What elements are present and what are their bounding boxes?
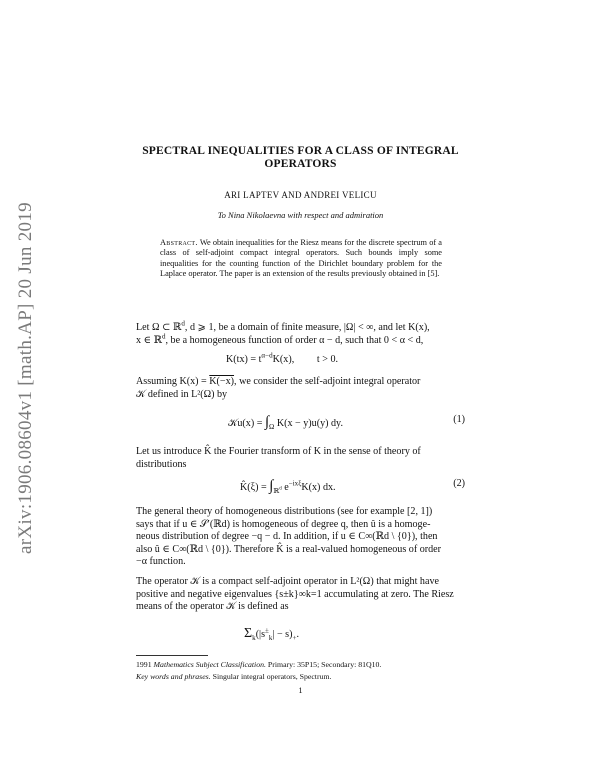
paragraph-2: Assuming K(x) = K(−x), we consider the self-adjoint integral operator 𝒦 defined in L²(Ω) by [136, 376, 421, 400]
equation-1-number: (1) [453, 414, 465, 425]
equation-homogeneity: $K(tx) = t^{\alpha-d}K(x)$, t > 0. [226, 351, 339, 365]
page-number: 1 [298, 685, 303, 695]
abstract-label: Abstract. [160, 238, 198, 247]
paragraph-5: The operator 𝒦 is a compact self-adjoint operator in L²(Ω) that might have positive and negative eigenvalues {s±k}∞k=1 accumulating at zero. The Riesz means of the operator 𝒦 is defined as [136, 576, 454, 613]
abstract [160, 238, 442, 280]
footnote-keywords: Key words and phrases. Singular integral operators, Spectrum. [136, 672, 332, 681]
footnote-rule [136, 655, 208, 656]
paper-title: SPECTRAL INEQUALITIES FOR A CLASS OF INTEGRAL OPERATORS [142, 145, 459, 170]
equation-2: K̂(ξ) = $\int_{ℝ^d}$ $e^{-ix\xi}K(x)$ dx. (2) [240, 478, 465, 496]
arxiv-sidebar [6, 168, 46, 588]
equation-riesz-means: $\Sigma_k(|s^\pm_k| - s)_+$. [244, 626, 299, 643]
paragraph-3: Let us introduce K̂ the Fourier transform of K in the sense of theory of distributions [136, 446, 421, 470]
equation-2-number: (2) [453, 478, 465, 489]
footnote-msc: 1991 Mathematics Subject Classification. Primary: 35P15; Secondary: 81Q10. [136, 660, 382, 669]
authors: ARI LAPTEV AND ANDREI VELICU [224, 190, 377, 200]
equation-1: 𝒦u(x) = $\int_\Omega$ K(x − y)u(y) dy. (1) [228, 414, 465, 432]
abstract-text: We obtain inequalities for the Riesz means for the discrete spectrum of a class of self-adjoint compact integral operators. Such bounds imply some inequalities for the counting function of the Dirichlet boundary problem for the Laplace operator. The paper is an extension of the results previously obtained in [5]. [160, 238, 442, 279]
paragraph-1: Let Ω ⊂ ℝ$^d$, d ⩾ 1, be a domain of finite measure, |Ω| < ∞, and let K(x), x ∈ ℝ$^d$, be a homogeneous function of order α − d, such that 0 < α < d, [136, 319, 430, 346]
dedication: To Nina Nikolaevna with respect and admiration [217, 210, 384, 220]
paragraph-4: The general theory of homogeneous distributions (see for example [2, 1]) says that if u ∈ 𝒮′(ℝd) is homogeneous of degree q, then û is a homoge- neous distribution of degree −q − d. In addition, if u ∈ C∞(ℝd \ {0}), then also û ∈ C∞(ℝd \ {0}). Therefore K̂ is a real-valued homogeneous of order −α function. [136, 506, 442, 568]
arxiv-identifier: arXiv:1906.08604v1 [math.AP] 20 Jun 2019 [15, 202, 36, 554]
